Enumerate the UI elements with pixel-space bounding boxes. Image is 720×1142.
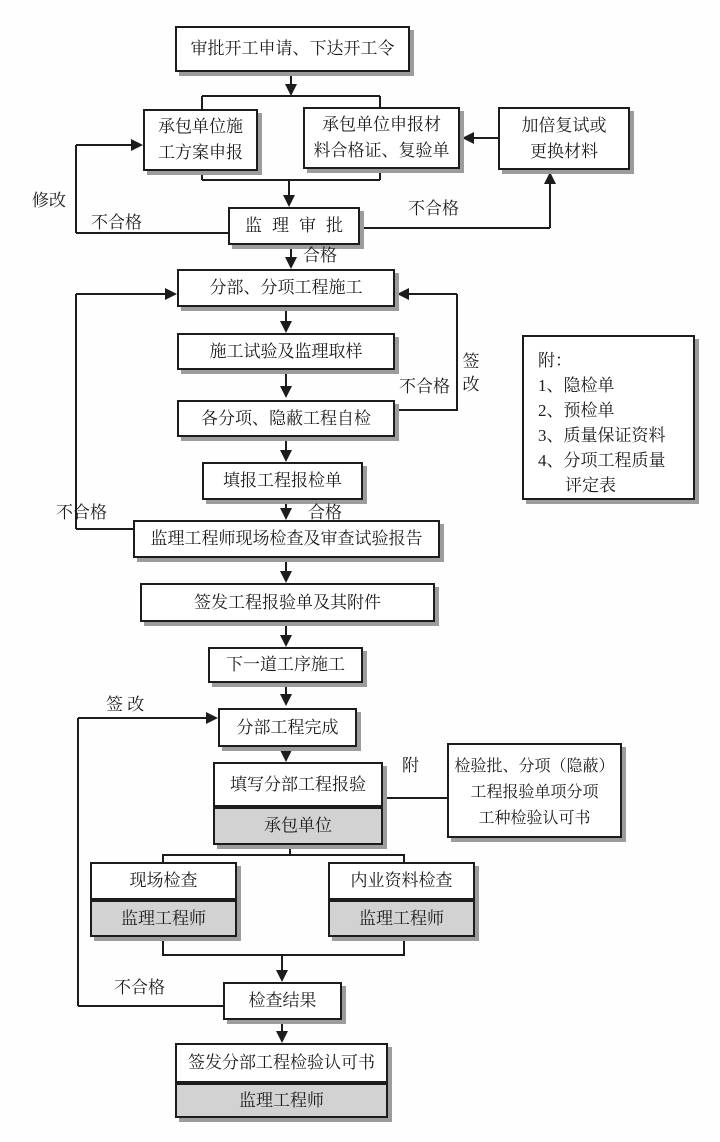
edge-review-retest-h bbox=[360, 227, 550, 229]
edge-signchange-h1 bbox=[395, 409, 457, 411]
node-supervisor-site-label: 监理工程师 bbox=[121, 908, 206, 928]
node-site-review bbox=[133, 520, 440, 558]
label-attach: 附 bbox=[402, 756, 419, 775]
inspection-note-line2: 工程报验单项分项 bbox=[470, 784, 599, 801]
edge-result-cert-arrowhead bbox=[276, 1031, 288, 1043]
node-issue-cert bbox=[175, 1043, 388, 1083]
edge-next-division-arrowhead bbox=[280, 694, 292, 706]
edge-result-loop-v bbox=[77, 718, 79, 1006]
label-sign-change-vertical: 签改 bbox=[462, 352, 480, 394]
edge-to-review-arrowhead bbox=[283, 195, 295, 207]
edge-review-retest-v bbox=[549, 184, 551, 228]
attachment-note-item: 2、预检单 bbox=[538, 401, 615, 420]
edge-review-retest-arrowhead bbox=[544, 172, 556, 184]
edge-result-loop-h1 bbox=[78, 1005, 223, 1007]
inspection-note bbox=[447, 743, 622, 838]
edge-review-plan-v bbox=[75, 145, 77, 233]
label-fail-self-check: 不合格 bbox=[399, 377, 450, 396]
edge-selfcheck-form-arrowhead bbox=[280, 450, 292, 462]
node-self-check bbox=[177, 400, 395, 437]
edge-checks-split-h bbox=[162, 854, 405, 856]
label-fail-site-review: 不合格 bbox=[56, 503, 107, 522]
node-retest-line1: 加倍复试或 bbox=[521, 115, 607, 135]
node-materials-line1: 承包单位申报材 bbox=[322, 115, 441, 134]
node-inspection-form-label: 填报工程报检单 bbox=[223, 471, 342, 490]
edge-review-construction-stem bbox=[290, 245, 292, 257]
edge-signchange-arrowhead bbox=[397, 288, 409, 300]
node-issue-cert-label: 签发分部工程检验认可书 bbox=[188, 1053, 375, 1072]
node-supervisor-cert-label: 监理工程师 bbox=[239, 1090, 324, 1110]
edge-retest-materials-arrowhead bbox=[462, 132, 474, 144]
edge-sitereview-issue-stem bbox=[285, 558, 287, 571]
node-review-label: 监理审批 bbox=[245, 216, 353, 235]
label-sign-change-bottom: 签 改 bbox=[106, 695, 145, 714]
node-site-check bbox=[90, 862, 237, 900]
edge-issue-next-arrowhead bbox=[280, 635, 292, 647]
node-check-result bbox=[223, 982, 342, 1020]
node-testing bbox=[177, 333, 395, 370]
edge-merge-result-arrowhead bbox=[276, 970, 288, 982]
edge-sitereview-issue-arrowhead bbox=[280, 571, 292, 583]
edge-division-report-arrowhead bbox=[280, 750, 292, 762]
node-check-result-label: 检查结果 bbox=[248, 991, 317, 1010]
attachment-note-item: 4、分项工程质量 bbox=[538, 451, 666, 470]
edge-sitereview-fail-h2 bbox=[76, 293, 165, 295]
attachment-note-title: 附： bbox=[538, 351, 572, 370]
edge-testing-selfcheck-arrowhead bbox=[280, 386, 292, 398]
edge-signchange-h2 bbox=[409, 293, 457, 295]
node-division-report-label: 填写分部工程报验 bbox=[230, 774, 366, 794]
edge-review-plan-h bbox=[76, 232, 229, 234]
node-division-complete-label: 分部工程完成 bbox=[236, 717, 339, 737]
edge-issue-next-stem bbox=[285, 622, 287, 635]
edge-testing-selfcheck-stem bbox=[285, 370, 287, 386]
edge-review-plan-arrowhead bbox=[131, 139, 143, 151]
node-plan-line1: 承包单位施 bbox=[158, 117, 243, 136]
edge-start-stem bbox=[290, 72, 292, 84]
edge-sitereview-fail-h1 bbox=[76, 528, 133, 530]
label-fail-result: 不合格 bbox=[114, 978, 165, 997]
node-supervisor-site bbox=[90, 900, 237, 937]
edge-split-bottom bbox=[202, 179, 380, 181]
attachment-note-item: 1、隐检单 bbox=[538, 376, 615, 395]
node-materials bbox=[303, 107, 460, 169]
edge-signchange-v bbox=[456, 294, 458, 411]
label-modify: 修改 bbox=[32, 191, 66, 210]
node-contractor bbox=[213, 807, 383, 845]
label-pass-review: 合格 bbox=[303, 246, 337, 265]
node-supervisor-doc bbox=[328, 900, 475, 937]
label-fail-review-left: 不合格 bbox=[91, 213, 142, 232]
edge-next-division-stem bbox=[285, 683, 287, 694]
node-division-complete bbox=[218, 708, 357, 747]
edge-retest-materials-stem bbox=[474, 137, 498, 139]
node-start-label: 审批开工申请、下达开工令 bbox=[190, 39, 395, 58]
node-site-review-label: 监理工程师现场检查及审查试验报告 bbox=[150, 529, 423, 548]
node-doc-check bbox=[328, 862, 475, 900]
label-pass-inspection: 合格 bbox=[308, 503, 342, 522]
edge-selfcheck-form-stem bbox=[285, 437, 287, 450]
edge-review-plan-stem bbox=[76, 144, 131, 146]
node-division-report bbox=[213, 762, 383, 807]
node-construction-label: 分部、分项工程施工 bbox=[209, 278, 363, 297]
edge-construction-testing-stem bbox=[285, 307, 287, 321]
node-supervisor-doc-label: 监理工程师 bbox=[359, 908, 444, 928]
node-retest-line2: 更换材料 bbox=[530, 141, 598, 161]
node-retest bbox=[498, 107, 630, 170]
node-issue-form bbox=[140, 583, 435, 622]
node-next-process bbox=[208, 647, 363, 683]
edge-review-construction-arrowhead bbox=[285, 257, 297, 269]
label-fail-review-right: 不合格 bbox=[408, 199, 459, 218]
edge-sitereview-fail-v bbox=[75, 294, 77, 529]
attachment-note-item: 评定表 bbox=[565, 476, 616, 495]
edge-form-sitereview-stem bbox=[285, 500, 287, 508]
edge-sitereview-fail-arrowhead bbox=[165, 288, 177, 300]
edge-result-cert-stem bbox=[281, 1020, 283, 1031]
edge-construction-testing-arrowhead bbox=[280, 321, 292, 333]
edge-result-loop-arrowhead bbox=[206, 712, 218, 724]
edge-result-loop-h2 bbox=[78, 717, 206, 719]
node-supervisor-cert bbox=[175, 1083, 388, 1118]
inspection-note-line1: 检验批、分项（隐蔽） bbox=[454, 758, 615, 775]
attachment-note bbox=[522, 335, 695, 500]
node-construction bbox=[177, 269, 395, 307]
attachment-note-item: 3、质量保证资料 bbox=[538, 426, 666, 445]
node-self-check-label: 各分项、隐蔽工程自检 bbox=[201, 408, 371, 428]
edge-report-note-connector bbox=[383, 797, 447, 799]
node-issue-form-label: 签发工程报验单及其附件 bbox=[194, 592, 381, 612]
node-doc-check-label: 内业资料检查 bbox=[350, 871, 453, 890]
node-review bbox=[228, 207, 360, 245]
node-plan-line2: 工方案申报 bbox=[158, 143, 243, 162]
node-start bbox=[175, 26, 410, 72]
node-materials-line2: 料合格证、复验单 bbox=[313, 141, 450, 160]
node-contractor-label: 承包单位 bbox=[264, 816, 332, 835]
inspection-note-line3: 工种检验认可书 bbox=[478, 810, 591, 827]
node-inspection-form bbox=[202, 462, 363, 500]
node-next-process-label: 下一道工序施工 bbox=[226, 655, 345, 674]
edge-split-top bbox=[202, 95, 380, 97]
edge-merge-result-stem bbox=[281, 955, 283, 970]
edge-form-sitereview-arrowhead bbox=[280, 508, 292, 520]
node-plan bbox=[143, 109, 258, 171]
edge-to-review-stem bbox=[288, 180, 290, 195]
node-testing-label: 施工试验及监理取样 bbox=[209, 341, 363, 361]
node-site-check-label: 现场检查 bbox=[129, 871, 198, 890]
edge-checks-merge-h bbox=[162, 954, 405, 956]
